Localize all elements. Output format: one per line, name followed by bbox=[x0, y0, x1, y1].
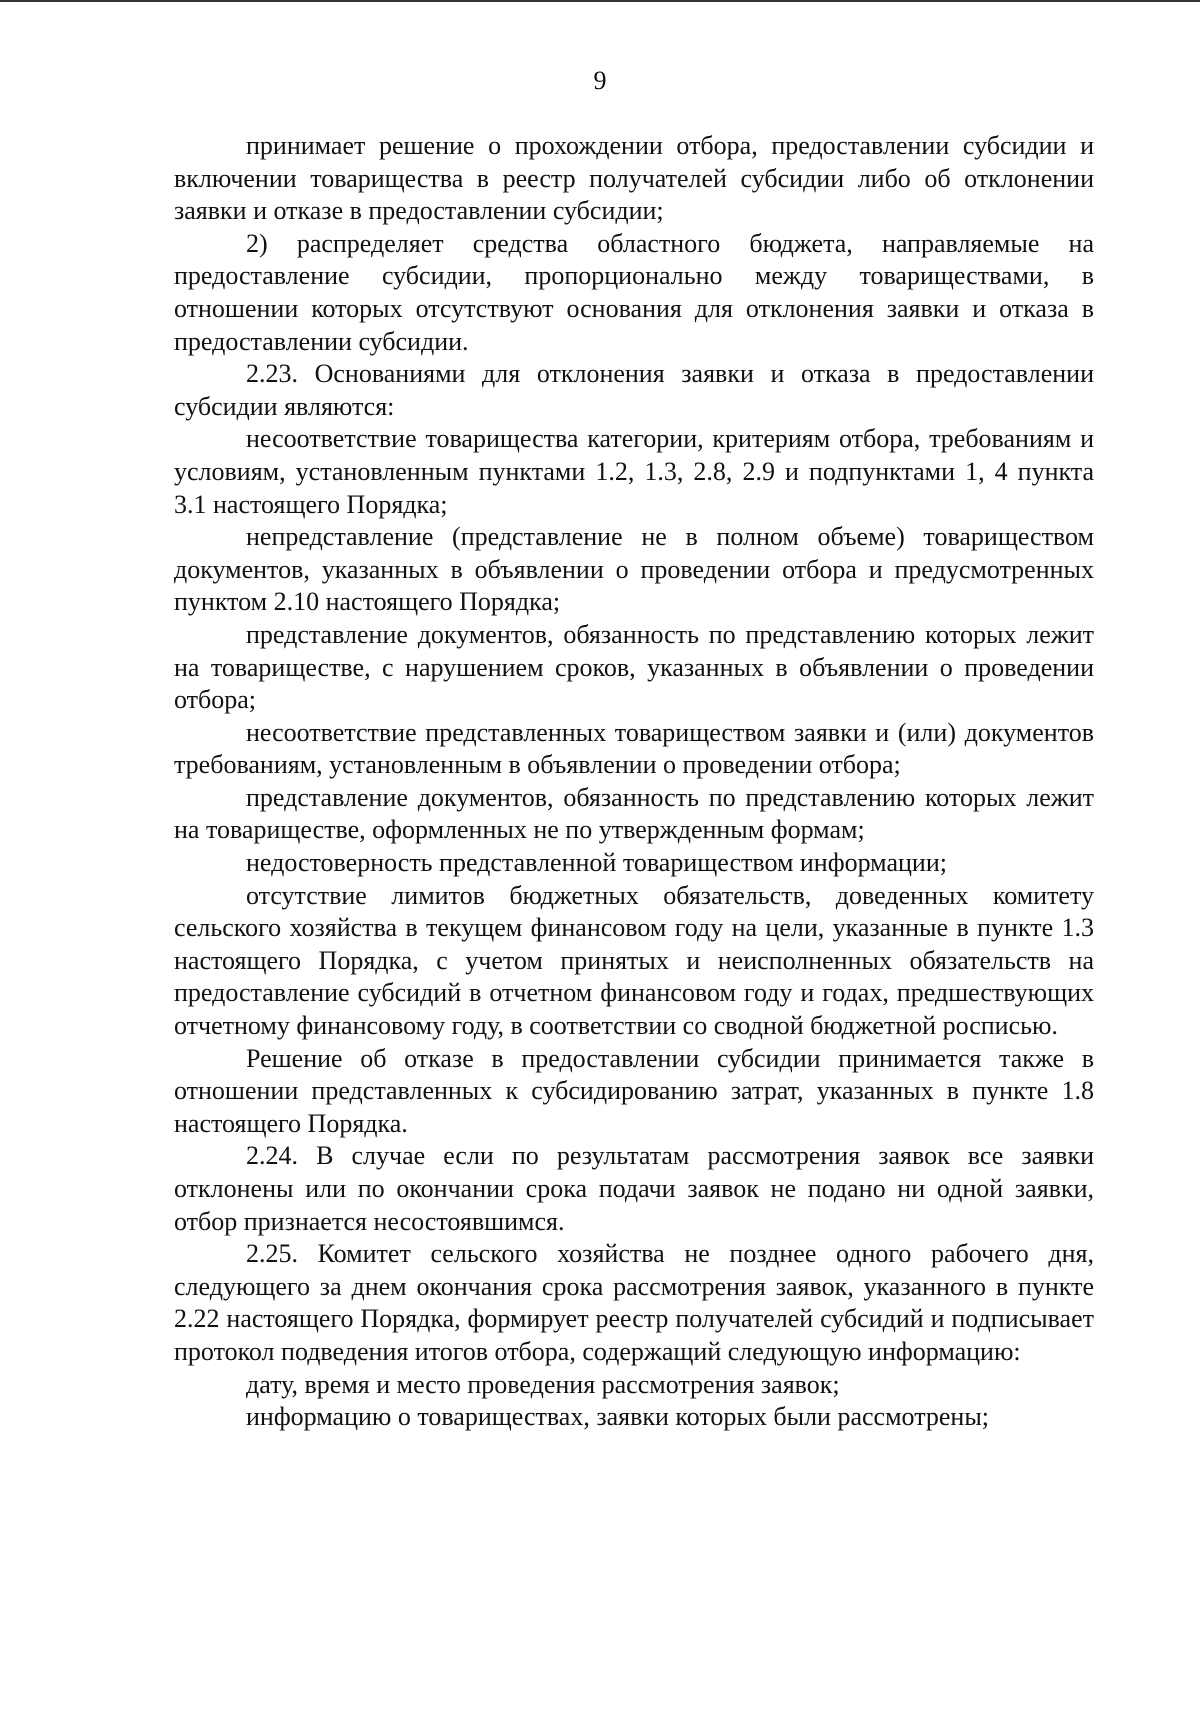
paragraph-ground-category: несоответствие товарищества категории, критериям отбора, требованиям и условиям, установленным пунктами 1.2, 1.3, 2.8, 2.9 и подпунктами 1, 4 пункта 3.1 настоящего Порядка; bbox=[174, 424, 1094, 519]
paragraph-2-25: 2.25. Комитет сельского хозяйства не позднее одного рабочего дня, следующего за днем окончания срока рассмотрения заявок, указанного в пункте 2.22 настоящего Порядка, формирует реестр получателей субсидий и подписывает протокол подведения итогов отбора, содержащий следующую информацию: bbox=[174, 1239, 1094, 1366]
document-body bbox=[174, 130, 1094, 1434]
paragraph-info-date: дату, время и место проведения рассмотрения заявок; bbox=[246, 1369, 840, 1399]
paragraph-ground-forms: представление документов, обязанность по представлению которых лежит на товариществе, оформленных не по утвержденным формам; bbox=[174, 782, 1094, 845]
paragraph-budget-distribution: 2) распределяет средства областного бюджета, направляемые на предоставление субсидии, пропорционально между товариществами, в отношении которых отсутствуют основания для отклонения заявки и отказа в предоставлении субсидии. bbox=[174, 228, 1094, 356]
paragraph-refusal-costs: Решение об отказе в предоставлении субсидии принимается также в отношении представленных к субсидированию затрат, указанных в пункте 1.8 настоящего Порядка. bbox=[174, 1043, 1094, 1138]
page-top-edge bbox=[0, 0, 1200, 2]
paragraph-decision: принимает решение о прохождении отбора, предоставлении субсидии и включении товарищества в реестр получателей субсидии либо об отклонении заявки и отказе в предоставлении субсидии; bbox=[174, 131, 1094, 226]
paragraph-ground-requirements: несоответствие представленных товариществом заявки и (или) документов требованиям, установленным в объявлении о проведении отбора; bbox=[174, 717, 1094, 780]
paragraph-ground-false-info: недостоверность представленной товариществом информации; bbox=[246, 848, 947, 878]
paragraph-ground-deadline: представление документов, обязанность по представлению которых лежит на товариществе, с нарушением сроков, указанных в объявлении о проведении отбора; bbox=[174, 619, 1094, 715]
paragraph-ground-documents-missing: непредставление (представление не в полном объеме) товариществом документов, указанных в объявлении о проведении отбора и предусмотренных пунктом 2.10 настоящего Порядка; bbox=[174, 522, 1094, 617]
page-number: 9 bbox=[593, 66, 607, 95]
paragraph-ground-limits: отсутствие лимитов бюджетных обязательств, доведенных комитету сельского хозяйства в текущем финансовом году на цели, указанные в пункте 1.3 настоящего Порядка, с учетом принятых и неисполненных обязательств на предоставление субсидий в отчетном финансовом году и годах, предшествующих отчетному финансовому году, в соответствии со сводной бюджетной росписью. bbox=[174, 880, 1094, 1041]
paragraph-2-24: 2.24. В случае если по результатам рассмотрения заявок все заявки отклонены или по окончании срока подачи заявок не подано ни одной заявки, отбор признается несостоявшимся. bbox=[174, 1141, 1094, 1236]
paragraph-2-23: 2.23. Основаниями для отклонения заявки и отказа в предоставлении субсидии являются: bbox=[174, 359, 1094, 421]
paragraph-info-partnerships: информацию о товариществах, заявки которых были рассмотрены; bbox=[246, 1402, 990, 1432]
